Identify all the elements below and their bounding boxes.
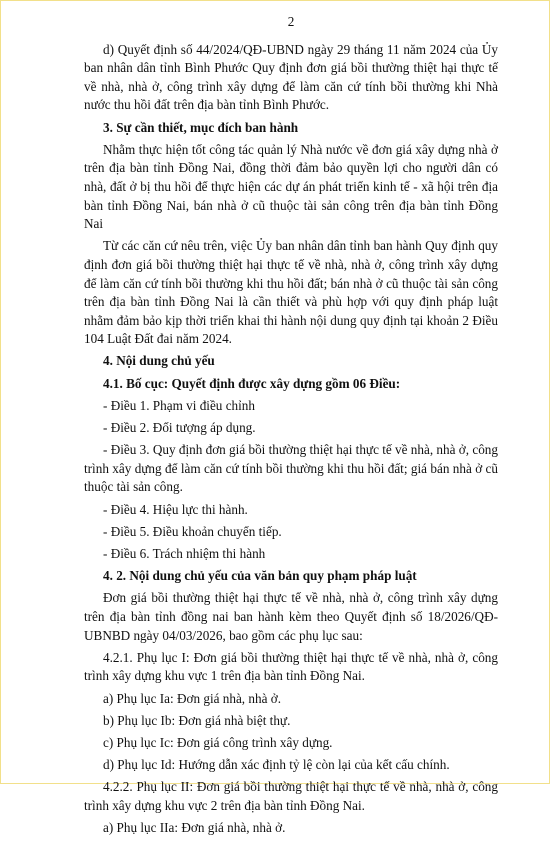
heading-section-3: 3. Sự cần thiết, mục đích ban hành: [103, 119, 299, 135]
heading-section-4: 4. Nội dung chủ yếu: [103, 353, 215, 369]
list-item-article-5: - Điều 5. Điều khoản chuyển tiếp.: [103, 523, 282, 539]
heading-section-4-1: 4.1. Bố cục: Quyết định được xây dựng gồm 06 Điều:: [103, 375, 401, 391]
list-item-appendix-1a: a) Phụ lục Ia: Đơn giá nhà, nhà ở.: [103, 690, 282, 706]
paragraph-unit-price-intro: Đơn giá bồi thường thiệt hại thực tế về nhà, nhà ở, công trình xây dựng trên địa bàn tỉnh đồng nai ban hành kèm theo Quyết định số 18/2026/QĐ-UBNBD ngày 04/03/2026, bao gồm các phụ lục sau:: [84, 590, 498, 643]
list-item-appendix-1b: b) Phụ lục Ib: Đơn giá nhà biệt thự.: [103, 712, 291, 728]
paragraph-appendix-2: 4.2.2. Phụ lục II: Đơn giá bồi thường thiệt hại thực tế về nhà, nhà ở, công trình xây dựng khu vực 2 trên địa bàn tỉnh Đồng Nai.: [84, 779, 498, 813]
list-item-article-1: - Điều 1. Phạm vi điều chỉnh: [103, 397, 255, 413]
page-number: 2: [287, 14, 295, 29]
paragraph-decision-44: d) Quyết định số 44/2024/QĐ-UBND ngày 29 tháng 11 năm 2024 của Ủy ban nhân dân tỉnh Bình Phước Quy định đơn giá bồi thường thiệt hại thực tế về nhà, nhà ở, công trình xây dựng để làm căn cứ tính bồi thường khi Nhà nước thu hồi đất trên địa bàn tỉnh Bình Phước.: [84, 41, 498, 113]
list-item-appendix-1c: c) Phụ lục Ic: Đơn giá công trình xây dựng.: [103, 734, 333, 750]
list-item-appendix-1d: d) Phụ lục Id: Hướng dẫn xác định tỷ lệ còn lại của kết cấu chính.: [103, 757, 450, 773]
heading-section-4-2: 4. 2. Nội dung chủ yếu của văn bản quy phạm pháp luật: [103, 568, 417, 584]
list-item-article-6: - Điều 6. Trách nhiệm thi hành: [103, 545, 266, 561]
list-item-article-3: - Điều 3. Quy định đơn giá bồi thường thiệt hại thực tế về nhà, nhà ở, công trình xây dựng để làm căn cứ tính bồi thường khi thu hồi đất; giá bán nhà ở cũ thuộc tài sản công.: [84, 442, 498, 495]
list-item-article-2: - Điều 2. Đối tượng áp dụng.: [103, 420, 256, 436]
list-item-appendix-2a: a) Phụ lục IIa: Đơn giá nhà, nhà ở.: [103, 820, 286, 836]
paragraph-purpose: Nhằm thực hiện tốt công tác quản lý Nhà nước về đơn giá xây dựng nhà ở trên địa bàn tỉnh Đồng Nai, đồng thời đảm bảo quyền lợi cho người dân có nhà, đất ở bị thu hồi để thực hiện các dự án phát triển kinh tế - xã hội trên địa bàn tỉnh Đồng Nai, bán nhà ở cũ thuộc tài sản công trên địa bàn tỉnh Đồng Nai: [84, 141, 498, 232]
paragraph-necessity: Từ các căn cứ nêu trên, việc Ủy ban nhân dân tỉnh ban hành Quy định quy định đơn giá bồi thường thiệt hại thực tế về nhà, nhà ở, công trình xây dựng để làm căn cứ tính bồi thường khi thu hồi đất; bán nhà ở cũ thuộc tài sản công trên địa bàn tỉnh Đồng Nai là cần thiết và phù hợp với quy định pháp luật nhằm đảm bảo kịp thời triển khai thi hành nội dung quy định tại khoản 2 Điều 104 Luật Đất đai năm 2024.: [84, 238, 498, 347]
list-item-article-4: - Điều 4. Hiệu lực thi hành.: [103, 501, 248, 517]
document-body: [84, 13, 498, 841]
paragraph-appendix-1: 4.2.1. Phụ lục I: Đơn giá bồi thường thiệt hại thực tế về nhà, nhà ở, công trình xây dựng khu vực 1 trên địa bàn tỉnh Đồng Nai.: [84, 649, 498, 684]
